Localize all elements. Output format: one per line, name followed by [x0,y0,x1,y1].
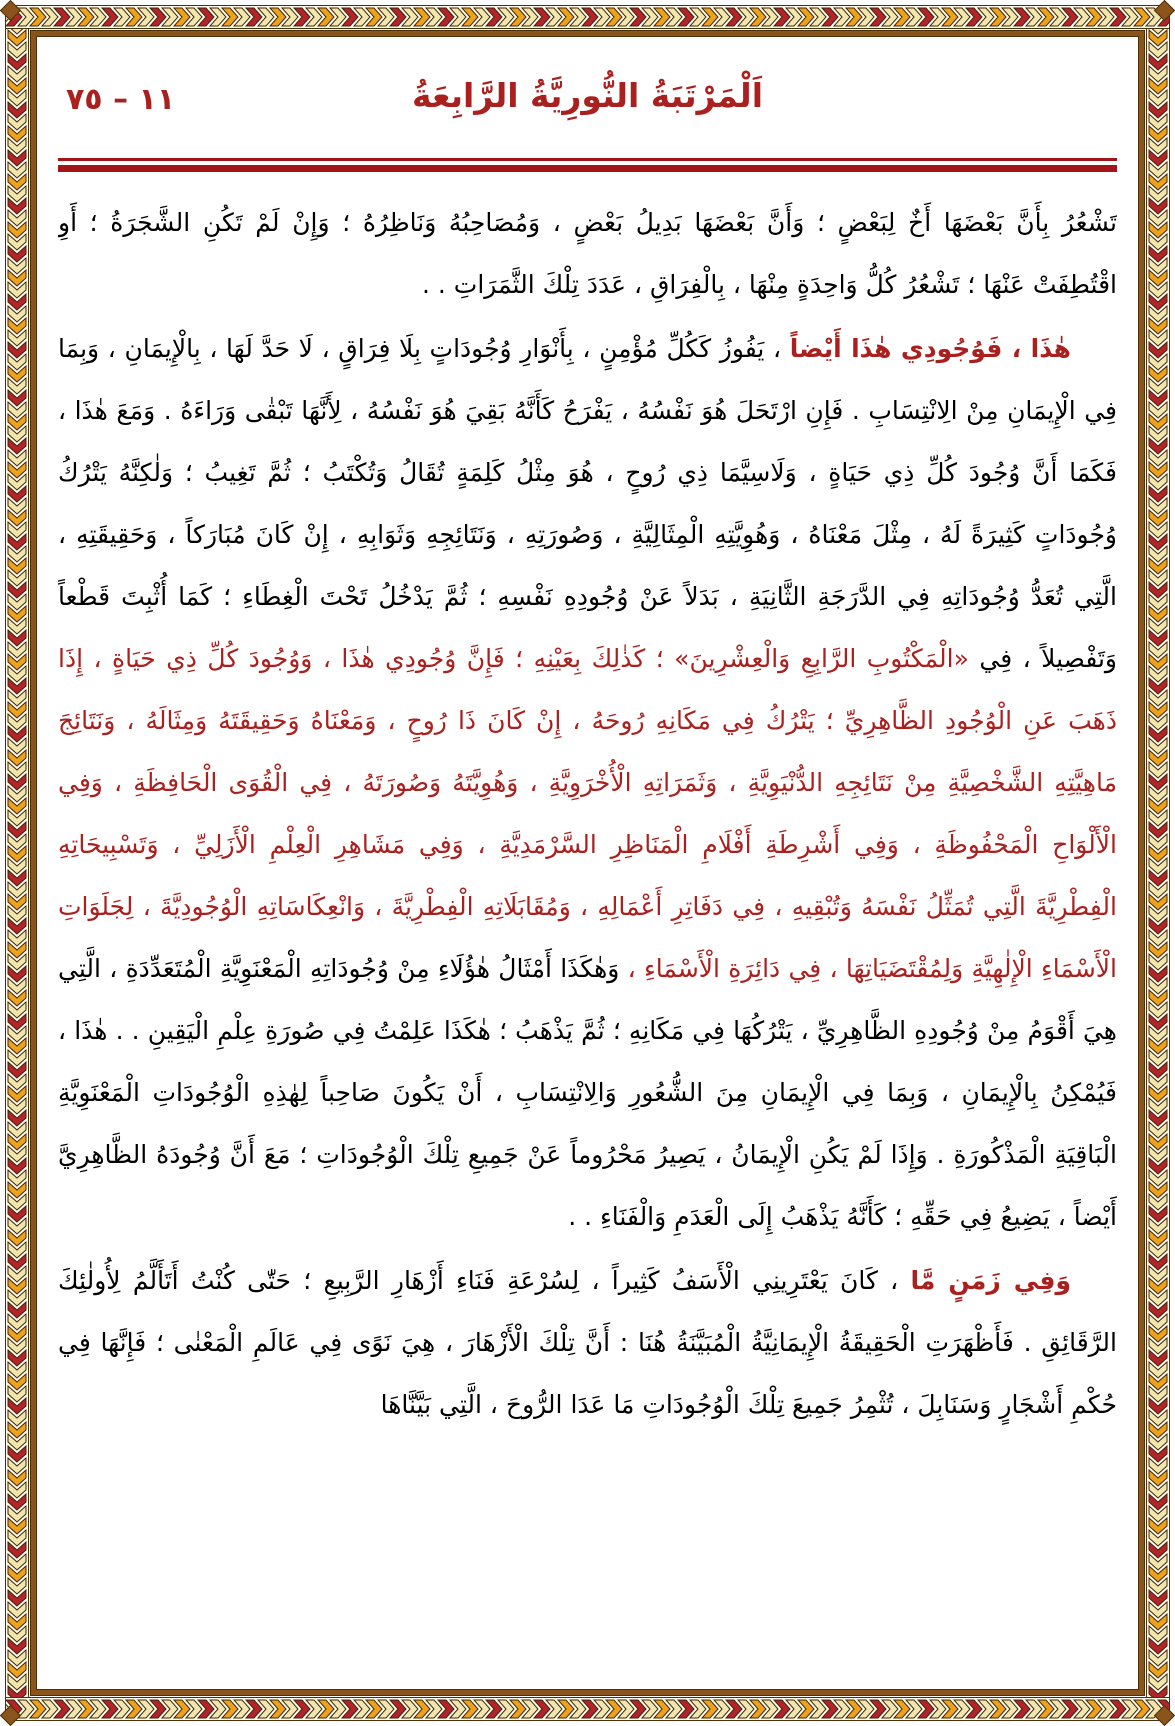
divider-thin-rule [58,158,1117,161]
text-segment-red: «الْمَكْتُوبِ الرَّابِعِ وَالْعِشْرِينَ» ؛ كَذٰلِكَ بِعَيْنِهِ ؛ فَإِنَّ وُجُودِي هٰذَا ، وَوُجُودَ كُلِّ ذِي حَيَاةٍ ، إِذَا ذَهَبَ عَنِ الْوُجُودِ الظَّاهِرِيِّ ؛ يَتْرُكُ فِي مَكَانِهِ رُوحَهُ ، إِنْ كَانَ ذَا رُوحٍ ، وَمَعْنَاهُ وَحَقِيقَتَهُ وَمِثَالَهُ ، وَنَتَائِجَ مَاهِيَّتِهِ الشَّخْصِيَّةِ مِنْ نَتَائِجِهِ الدُّنْيَوِيَّةِ ، وَثَمَرَاتِهِ الْأُخْرَوِيَّةِ ، وَهُوِيَّتَهُ وَصُورَتَهُ ، فِي الْقُوَى الْحَافِظَةِ ، وَفِي الْأَلْوَاحِ الْمَحْفُوظَةِ ، وَفِي أَشْرِطَةِ أَفْلَامِ الْمَنَاظِرِ السَّرْمَدِيَّةِ ، وَفِي مَشَاهِرِ الْعِلْمِ الْأَزَلِيِّ ، وَتَسْبِيحَاتِهِ الْفِطْرِيَّةَ الَّتِي تُمَثِّلُ نَفْسَهُ وَتُبْقِيهِ ، فِي دَفَاتِرِ أَعْمَالِهِ ، وَمُقَابَلَاتِهِ الْفِطْرِيَّةَ ، وَانْعِكَاسَاتِهِ الْوُجُودِيَّةَ ، لِجَلَوَاتِ الْأَسْمَاءِ الْإِلٰهِيَّةِ وَلِمُقْتَضَيَاتِهَا ، فِي دَائِرَةِ الْأَسْمَاءِ ، [58,644,1117,983]
text-segment: ، كَانَ يَعْتَرِينِي الْأَسَفُ كَثِيراً ، لِسُرْعَةِ فَنَاءِ أَزْهَارِ الرَّبِيعِ ؛ حَتّٰى كُنْتُ أَتَأَلَّمُ لِأُولٰئِكَ الرَّقَائِقِ . فَأَظْهَرَتِ الْحَقِيقَةُ الْإِيمَانِيَّةُ الْمُبَيَّنَةُ هُنَا : أَنَّ تِلْكَ الْأَزْهَارَ ، هِيَ نَوًى فِي عَالَمِ الْمَعْنٰى ؛ فَإِنَّهَا فِي حُكْمِ أَشْجَارٍ وَسَنَابِلَ ، تُثْمِرُ جَمِيعَ تِلْكَ الْوُجُودَاتِ مَا عَدَا الرُّوحَ ، الَّتِي بَيَّنَّاهَا [58,1266,1117,1419]
page-header [58,68,1117,134]
page-number: ١١ – ٧٥ [66,82,176,117]
text-segment: وَهٰكَذَا أَمْثَالُ هٰؤُلَاءِ مِنْ وُجُودَاتِهِ الْمَعْنَوِيَّةِ الْمُتَعَدِّدَةِ ، الَّتِي هِيَ أَقْوَمُ مِنْ وُجُودِهِ الظَّاهِرِيِّ ، يَتْرُكُهَا فِي مَكَانِهِ ؛ ثُمَّ يَذْهَبُ ؛ هٰكَذَا عَلِمْتُ فِي صُورَةِ عِلْمِ الْيَقِينِ . . هٰذَا ، فَيُمْكِنُ بِالْإِيمَانِ ، وَبِمَا فِي الْإِيمَانِ مِنَ الشُّعُورِ وَالِانْتِسَابِ ، أَنْ يَكُونَ صَاحِباً لِهٰذِهِ الْوُجُودَاتِ الْمَعْنَوِيَّةِ الْبَاقِيَةِ الْمَذْكُورَةِ . وَإِذَا لَمْ يَكُنِ الْإِيمَانُ ، يَصِيرُ مَحْرُوماً عَنْ جَمِيعِ تِلْكَ الْوُجُودَاتِ ؛ مَعَ أَنَّ وُجُودَهُ الظَّاهِرِيَّ أَيْضاً ، يَضِيعُ فِي حَقِّهِ ؛ كَأَنَّهُ يَذْهَبُ إِلَى الْعَدَمِ وَالْفَنَاءِ . . [58,954,1117,1231]
ornamental-border-right [1146,5,1170,1721]
text-segment: ، يَفُوزُ كَكُلِّ مُؤْمِنٍ ، بِأَنْوَارِ وُجُودَاتٍ بِلَا فِرَاقٍ ، لَا حَدَّ لَهَا ، بِالْإِيمَانِ ، وَبِمَا فِي الْإِيمَانِ مِنْ الِانْتِسَابِ . فَإِنِ ارْتَحَلَ هُوَ نَفْسُهُ ، يَفْرَحُ كَأَنَّهُ بَقِيَ هُوَ نَفْسُهُ ، لِأَنَّهَا تَبْقٰى وَرَاءَهُ . وَمَعَ هٰذَا ، فَكَمَا أَنَّ وُجُودَ كُلِّ ذِي حَيَاةٍ ، وَلَاسِيَّمَا ذِي رُوحٍ ، هُوَ مِثْلُ كَلِمَةٍ تُقَالُ وَتُكْتَبُ ؛ ثُمَّ تَغِيبُ ؛ وَلٰكِنَّهُ يَتْرُكُ وُجُودَاتٍ كَثِيرَةً لَهُ ، مِثْلَ مَعْنَاهُ ، وَهُوِيَّتِهِ الْمِثَالِيَّةِ ، وَصُورَتِهِ ، وَنَتَائِجِهِ وَثَوَابِهِ ، إِنْ كَانَ مُبَارَكاً ، وَحَقِيقَتِهِ ، الَّتِي تُعَدُّ وُجُودَاتِهِ فِي الدَّرَجَةِ الثَّانِيَةِ ، بَدَلاً عَنْ وُجُودِهِ نَفْسِهِ ؛ ثُمَّ يَدْخُلُ تَحْتَ الْغِطَاءِ ؛ كَمَا أُثْبِتَ قَطْعاً وَتَفْصِيلاً ، فِي [58,334,1117,673]
ornamental-border-bottom [5,1697,1170,1721]
ornamental-border-top [5,5,1170,29]
paragraph [58,318,1117,1248]
body-text [58,192,1117,1436]
divider-thick-rule [58,165,1117,172]
page-content [58,46,1117,1680]
text-segment-red: وَفِي زَمَنٍ مَّا [910,1266,1071,1295]
paragraph [58,1250,1117,1436]
paragraph [58,192,1117,316]
ornamental-border-left [5,5,29,1721]
title-divider [58,158,1117,172]
text-segment: تَشْعُرُ بِأَنَّ بَعْضَهَا أَخٌ لِبَعْضٍ ؛ وَأَنَّ بَعْضَهَا بَدِيلُ بَعْضٍ ، وَمُصَاحِبُهُ وَنَاظِرُهُ ؛ وَإِنْ لَمْ تَكُنِ الشَّجَرَةُ ؛ أَوِ اقْتُطِفَتْ عَنْهَا ؛ تَشْعُرُ كُلُّ وَاحِدَةٍ مِنْهَا ، بِالْفِرَاقِ ، عَدَدَ تِلْكَ الثَّمَرَاتِ . . [58,208,1117,299]
page-title: اَلْمَرْتَبَةُ النُّورِيَّةُ الرَّابِعَةُ [411,76,764,115]
text-segment-red: هٰذَا ، فَوُجُودِي هٰذَا أَيْضاً [789,334,1071,363]
